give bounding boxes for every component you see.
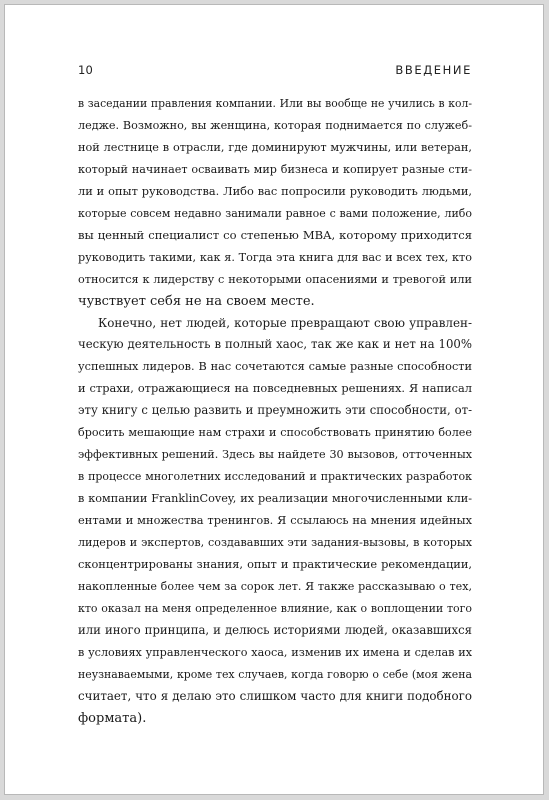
text-line: чувствует себя не на своем месте.	[78, 293, 315, 309]
paragraph	[78, 313, 472, 730]
text-line: или иного принципа, и делюсь историями людей, оказавшихся	[78, 622, 472, 637]
text-line: неузнаваемыми, кроме тех случаев, когда говорю о себе (моя жена	[78, 667, 472, 681]
text-line: ентами и множества тренингов. Я ссылаюсь на мнения идейных	[78, 513, 472, 528]
text-line: который начинает осваивать мир бизнеса и копирует разные сти-	[78, 162, 472, 176]
text-line: вы ценный специалист со степенью MBA, которому приходится	[78, 227, 472, 242]
text-line: руководить такими, как я. Тогда эта книга для вас и всех тех, кто	[78, 250, 472, 264]
page-header	[78, 63, 472, 83]
book-page	[4, 4, 544, 795]
text-line: эту книгу с целью развить и преумножить эти способности, от-	[78, 403, 472, 418]
text-line: в процессе многолетних исследований и практических разработок	[78, 470, 472, 484]
text-line: и страхи, отражающиеся на повседневных решениях. Я написал	[78, 381, 472, 396]
text-line: бросить мешающие нам страхи и способствовать принятию более	[78, 426, 472, 440]
text-line: относится к лидерству с некоторыми опасениями и тревогой или	[78, 272, 472, 286]
text-line: сконцентрированы знания, опыт и практические рекомендации,	[78, 557, 472, 572]
text-line: эффективных решений. Здесь вы найдете 30 вызовов, отточенных	[78, 448, 472, 462]
text-line: формата).	[78, 710, 147, 726]
text-line: считает, что я делаю это слишком часто для книги подобного	[78, 688, 472, 703]
text-line: ной лестнице в отрасли, где доминируют мужчины, или ветеран,	[78, 140, 472, 154]
page-number: 10	[78, 63, 94, 77]
text-line: ледже. Возможно, вы женщина, которая поднимается по служеб-	[78, 118, 472, 132]
text-line: в условиях управленческого хаоса, изменив их имена и сделав их	[78, 645, 472, 659]
text-line: которые совсем недавно занимали равное с вами положение, либо	[78, 206, 472, 220]
body-text	[78, 93, 472, 730]
text-line: в компании FranklinCovey, их реализации многочисленными кли-	[78, 492, 472, 506]
text-line: кто оказал на меня определенное влияние, как о воплощении того	[78, 601, 472, 615]
running-head: ВВЕДЕНИЕ	[395, 63, 472, 77]
text-line: накопленные более чем за сорок лет. Я также рассказываю о тех,	[78, 579, 472, 593]
text-line: Конечно, нет людей, которые превращают свою управлен-	[98, 315, 472, 330]
text-line: ли и опыт руководства. Либо вас попросили руководить людьми,	[78, 183, 472, 198]
text-line: ческую деятельность в полный хаос, так же как и нет на 100%	[78, 337, 472, 352]
paragraph	[78, 93, 472, 313]
text-line: успешных лидеров. В нас сочетаются самые разные способности	[78, 360, 472, 374]
text-line: в заседании правления компании. Или вы вообще не учились в кол-	[78, 97, 472, 110]
text-line: лидеров и экспертов, создававших эти задания-вызовы, в которых	[78, 536, 472, 550]
